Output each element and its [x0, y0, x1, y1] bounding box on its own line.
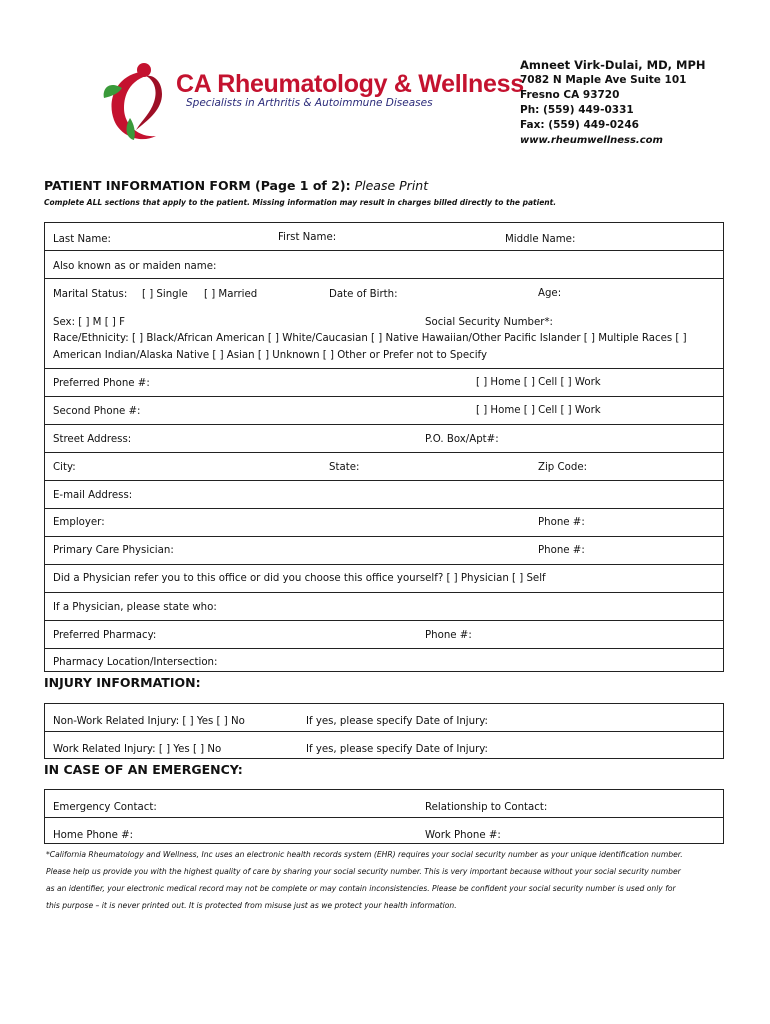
preferred-phone-field[interactable]: Preferred Phone #:: [53, 378, 150, 389]
row-divider: [44, 480, 724, 481]
row-divider: [44, 424, 724, 425]
city-field[interactable]: City:: [53, 462, 76, 473]
single-checkbox[interactable]: [ ] Single: [142, 289, 188, 300]
row-divider: [44, 368, 724, 369]
married-checkbox[interactable]: [ ] Married: [204, 289, 258, 300]
sex-checkboxes[interactable]: Sex: [ ] M [ ] F: [53, 317, 125, 328]
form-instructions: Complete ALL sections that apply to the patient. Missing information may result in charges billed directly to the patient.: [44, 198, 557, 207]
race-ethnicity-line-1[interactable]: Race/Ethnicity: [ ] Black/African American [ ] White/Caucasian [ ] Native Hawaiian/Other Pacific Islander [ ] Multiple Races [ ]: [53, 333, 687, 344]
emergency-home-phone-field[interactable]: Home Phone #:: [53, 830, 134, 841]
emergency-work-phone-field[interactable]: Work Phone #:: [425, 830, 501, 841]
clinic-logo-icon: [100, 58, 172, 148]
clinic-name: CA Rheumatology & Wellness: [176, 70, 524, 98]
row-divider: [44, 508, 724, 509]
primary-care-physician-field[interactable]: Primary Care Physician:: [53, 545, 174, 556]
row-divider: [44, 620, 724, 621]
ssn-footnote: [46, 846, 736, 914]
clinic-website: www.rheumwellness.com: [520, 135, 663, 146]
second-phone-type[interactable]: [ ] Home [ ] Cell [ ] Work: [476, 405, 601, 416]
clinic-contact-block: [520, 58, 706, 148]
pharmacy-location-field[interactable]: Pharmacy Location/Intersection:: [53, 657, 218, 668]
preferred-pharmacy-field[interactable]: Preferred Pharmacy:: [53, 630, 157, 641]
emergency-contact-field[interactable]: Emergency Contact:: [53, 802, 157, 813]
footnote-line-3: as an identifier, your electronic medical record may not be complete or may contain inconsistencies. Please be confident your social security number is used only for: [46, 884, 676, 893]
marital-status-label: Marital Status:: [53, 289, 128, 300]
row-divider: [44, 396, 724, 397]
last-name-field[interactable]: Last Name:: [53, 234, 111, 245]
preferred-phone-type[interactable]: [ ] Home [ ] Cell [ ] Work: [476, 377, 601, 388]
work-injury-checkboxes[interactable]: Work Related Injury: [ ] Yes [ ] No: [53, 744, 222, 755]
form-title-text: PATIENT INFORMATION FORM (Page 1 of 2):: [44, 178, 351, 193]
row-divider: [44, 592, 724, 593]
doctor-name: Amneet Virk-Dulai, MD, MPH: [520, 58, 706, 72]
date-of-birth-field[interactable]: Date of Birth:: [329, 289, 398, 300]
employer-field[interactable]: Employer:: [53, 517, 105, 528]
form-title-note: Please Print: [354, 178, 429, 193]
second-phone-field[interactable]: Second Phone #:: [53, 406, 141, 417]
footnote-line-4: this purpose – it is never printed out. It is protected from misuse just as we protect your health information.: [46, 901, 457, 910]
row-divider: [44, 536, 724, 537]
clinic-tagline: Specialists in Arthritis & Autoimmune Diseases: [186, 97, 433, 109]
street-address-field[interactable]: Street Address:: [53, 434, 132, 445]
footnote-line-2: Please help us provide you with the highest quality of care by sharing your social security number. This is very important because without your social security number: [46, 867, 681, 876]
row-divider: [44, 564, 724, 565]
email-field[interactable]: E-mail Address:: [53, 490, 133, 501]
age-field[interactable]: Age:: [538, 288, 562, 299]
footnote-line-1: *California Rheumatology and Wellness, Inc uses an electronic health records system (EHR) requires your social security number as your unique identification number.: [46, 850, 683, 859]
first-name-field[interactable]: First Name:: [278, 232, 337, 243]
injury-section-title: INJURY INFORMATION:: [44, 675, 201, 690]
employer-phone-field[interactable]: Phone #:: [538, 517, 585, 528]
zip-code-field[interactable]: Zip Code:: [538, 462, 588, 473]
row-divider: [44, 278, 724, 279]
non-work-injury-date-field[interactable]: If yes, please specify Date of Injury:: [306, 716, 488, 727]
race-ethnicity-line-2[interactable]: American Indian/Alaska Native [ ] Asian [ ] Unknown [ ] Other or Prefer not to Specify: [53, 350, 487, 361]
ssn-field[interactable]: Social Security Number*:: [425, 317, 553, 328]
middle-name-field[interactable]: Middle Name:: [505, 234, 576, 245]
row-divider: [44, 817, 724, 818]
maiden-name-field[interactable]: Also known as or maiden name:: [53, 261, 217, 272]
relationship-field[interactable]: Relationship to Contact:: [425, 802, 548, 813]
row-divider: [44, 452, 724, 453]
clinic-fax: Fax: (559) 449-0246: [520, 119, 639, 131]
referring-physician-field[interactable]: If a Physician, please state who:: [53, 602, 217, 613]
state-field[interactable]: State:: [329, 462, 360, 473]
pharmacy-phone-field[interactable]: Phone #:: [425, 630, 472, 641]
pcp-phone-field[interactable]: Phone #:: [538, 545, 585, 556]
row-divider: [44, 731, 724, 732]
clinic-phone: Ph: (559) 449-0331: [520, 104, 634, 116]
work-injury-date-field[interactable]: If yes, please specify Date of Injury:: [306, 744, 488, 755]
form-title: [44, 178, 428, 193]
referral-question[interactable]: Did a Physician refer you to this office or did you choose this office yourself? [ ] Physician [ ] Self: [53, 573, 546, 584]
non-work-injury-checkboxes[interactable]: Non-Work Related Injury: [ ] Yes [ ] No: [53, 716, 245, 727]
row-divider: [44, 648, 724, 649]
address-line-2: Fresno CA 93720: [520, 89, 620, 101]
emergency-section-title: IN CASE OF AN EMERGENCY:: [44, 762, 243, 777]
address-line-1: 7082 N Maple Ave Suite 101: [520, 74, 687, 86]
po-box-field[interactable]: P.O. Box/Apt#:: [425, 434, 499, 445]
row-divider: [44, 250, 724, 251]
